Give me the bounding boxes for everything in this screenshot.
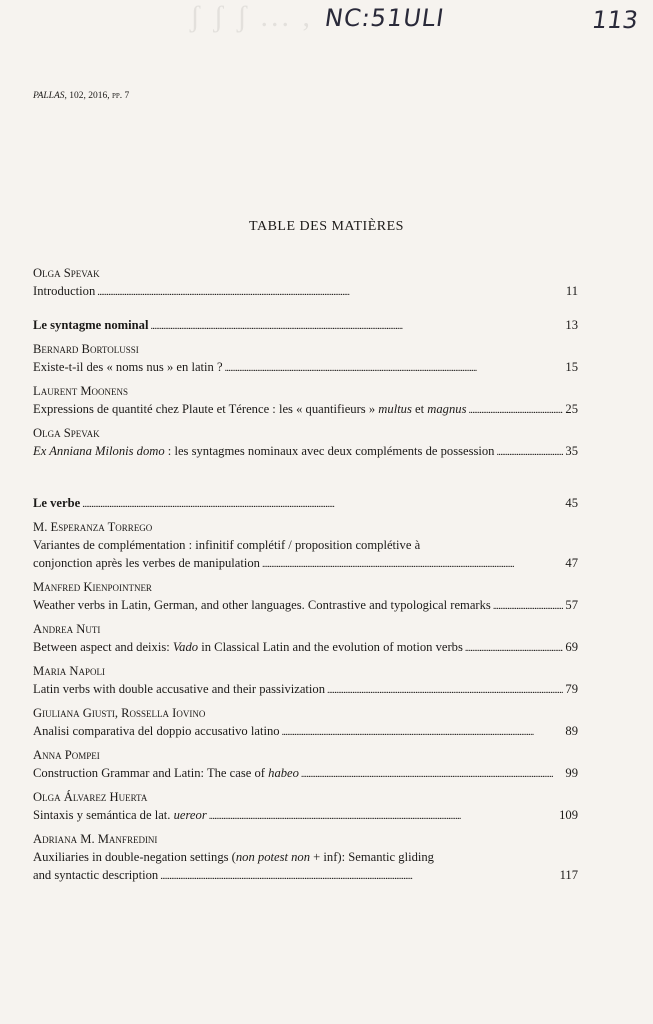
entry-author: Olga Spevak xyxy=(33,266,100,280)
entry-line xyxy=(33,400,578,420)
entry-page: 117 xyxy=(559,868,578,882)
toc-entry xyxy=(33,830,578,886)
entry-author: Giuliana Giusti, Rossella Iovino xyxy=(33,706,206,720)
entry-page: 35 xyxy=(565,444,578,458)
entry-title: Weather verbs in Latin, German, and other languages. Contrastive and typological remarks xyxy=(33,598,491,612)
entry-title xyxy=(33,764,299,782)
entry-title-line-1: Variantes de complémentation : infinitif complétif / proposition complétive à xyxy=(33,538,421,552)
title-italic: uereor xyxy=(173,808,207,822)
toc-section xyxy=(33,316,578,336)
entry-line xyxy=(33,722,578,742)
entry-title xyxy=(33,638,463,656)
journal-issue: , 102, 2016, xyxy=(64,91,113,101)
table-of-contents xyxy=(33,264,578,886)
entry-title: Existe-t-il des « noms nus » en latin ? xyxy=(33,360,223,374)
entry-author: M. Esperanza Torrego xyxy=(33,520,153,534)
entry-page: 109 xyxy=(559,808,578,822)
dot-leader xyxy=(327,680,563,700)
entry-author: Adriana M. Manfredini xyxy=(33,832,158,846)
entry-page: 15 xyxy=(565,360,578,374)
entry-line xyxy=(33,866,578,886)
entry-title xyxy=(33,400,466,418)
title-italic: non potest non xyxy=(235,850,311,864)
entry-author: Anna Pompei xyxy=(33,748,100,762)
entry-page: 11 xyxy=(565,284,578,298)
dot-leader xyxy=(465,638,564,658)
entry-title-line-1 xyxy=(33,848,578,866)
entry-title xyxy=(33,442,494,460)
toc-entry xyxy=(33,264,578,302)
entry-author: Olga Spevak xyxy=(33,426,100,440)
toc-entry xyxy=(33,662,578,700)
entry-title-line-2: conjonction après les verbes de manipulation xyxy=(33,556,260,570)
title-italic: multus xyxy=(378,402,412,416)
section-line xyxy=(33,494,578,514)
spacer xyxy=(33,462,578,476)
section-title: Le syntagme nominal xyxy=(33,318,149,332)
title-italic: magnus xyxy=(427,402,467,416)
journal-pages: pp. 7 xyxy=(112,91,130,101)
page-title: TABLE DES MATIÈRES xyxy=(249,219,404,234)
handwritten-reference: NC:51ULI xyxy=(323,4,447,32)
entry-author: Bernard Bortolussi xyxy=(33,342,139,356)
dot-leader xyxy=(97,282,564,302)
section-page: 13 xyxy=(565,318,578,332)
toc-entry xyxy=(33,382,578,420)
section-page: 45 xyxy=(565,496,578,510)
entry-page: 47 xyxy=(565,556,578,570)
entry-line xyxy=(33,680,578,700)
entry-line xyxy=(33,806,578,826)
entry-title-line-2: and syntactic description xyxy=(33,868,159,882)
entry-line xyxy=(33,358,578,378)
dot-leader xyxy=(282,722,564,742)
entry-line xyxy=(33,554,578,574)
entry-page: 89 xyxy=(565,724,578,738)
toc-entry xyxy=(33,704,578,742)
entry-page: 25 xyxy=(565,402,578,416)
entry-line xyxy=(33,764,578,784)
title-text: Auxiliaries in double-negation settings ( xyxy=(33,850,236,864)
toc-entry xyxy=(33,788,578,826)
entry-title: Latin verbs with double accusative and their passivization xyxy=(33,682,326,696)
dot-leader xyxy=(262,554,563,574)
toc-entry xyxy=(33,518,578,574)
entry-author: Olga Álvarez Huerta xyxy=(33,790,148,804)
dot-leader xyxy=(493,596,564,616)
entry-line xyxy=(33,282,578,302)
entry-author: Maria Napoli xyxy=(33,664,105,678)
running-head xyxy=(33,91,129,101)
dot-leader xyxy=(209,806,557,826)
bleed-through-marks: ʃ ʃ ʃ ... , xyxy=(190,0,313,33)
entry-title: Introduction xyxy=(33,284,96,298)
entry-page: 79 xyxy=(565,682,578,696)
title-text: et xyxy=(411,402,428,416)
entry-line xyxy=(33,442,578,462)
dot-leader xyxy=(301,764,563,784)
entry-page: 69 xyxy=(565,640,578,654)
title-text: in Classical Latin and the evolution of motion verbs xyxy=(198,640,463,654)
dot-leader xyxy=(468,400,563,420)
journal-name: PALLAS xyxy=(33,91,65,101)
toc-section xyxy=(33,494,578,514)
dot-leader xyxy=(496,442,563,462)
entry-author: Laurent Moonens xyxy=(33,384,129,398)
toc-entry xyxy=(33,340,578,378)
entry-page: 57 xyxy=(565,598,578,612)
dot-leader xyxy=(82,494,563,514)
entry-line xyxy=(33,638,578,658)
toc-entry xyxy=(33,578,578,616)
title-text: + inf): Semantic gliding xyxy=(310,850,434,864)
toc-entry xyxy=(33,620,578,658)
toc-entry xyxy=(33,424,578,462)
section-line xyxy=(33,316,578,336)
title-italic: Vado xyxy=(172,640,199,654)
dot-leader xyxy=(150,316,563,336)
title-text: Expressions de quantité chez Plaute et Térence : les « quantifieurs » xyxy=(33,402,379,416)
handwritten-number: 113 xyxy=(590,6,640,34)
title-text: Between aspect and deixis: xyxy=(33,640,173,654)
dot-leader xyxy=(160,866,557,886)
entry-line xyxy=(33,596,578,616)
dot-leader xyxy=(225,358,564,378)
entry-title: Analisi comparativa del doppio accusativo latino xyxy=(33,724,280,738)
toc-entry xyxy=(33,746,578,784)
entry-author: Manfred Kienpointner xyxy=(33,580,152,594)
entry-page: 99 xyxy=(565,766,578,780)
title-text: Sintaxis y semántica de lat. xyxy=(33,808,174,822)
title-text: : les syntagmes nominaux avec deux compléments de possession xyxy=(164,444,495,458)
title-text: Construction Grammar and Latin: The case of xyxy=(33,766,269,780)
entry-author: Andrea Nuti xyxy=(33,622,101,636)
title-italic: Ex Anniana Milonis domo xyxy=(33,444,165,458)
entry-title xyxy=(33,806,207,824)
title-italic: habeo xyxy=(268,766,299,780)
section-title: Le verbe xyxy=(33,496,81,510)
